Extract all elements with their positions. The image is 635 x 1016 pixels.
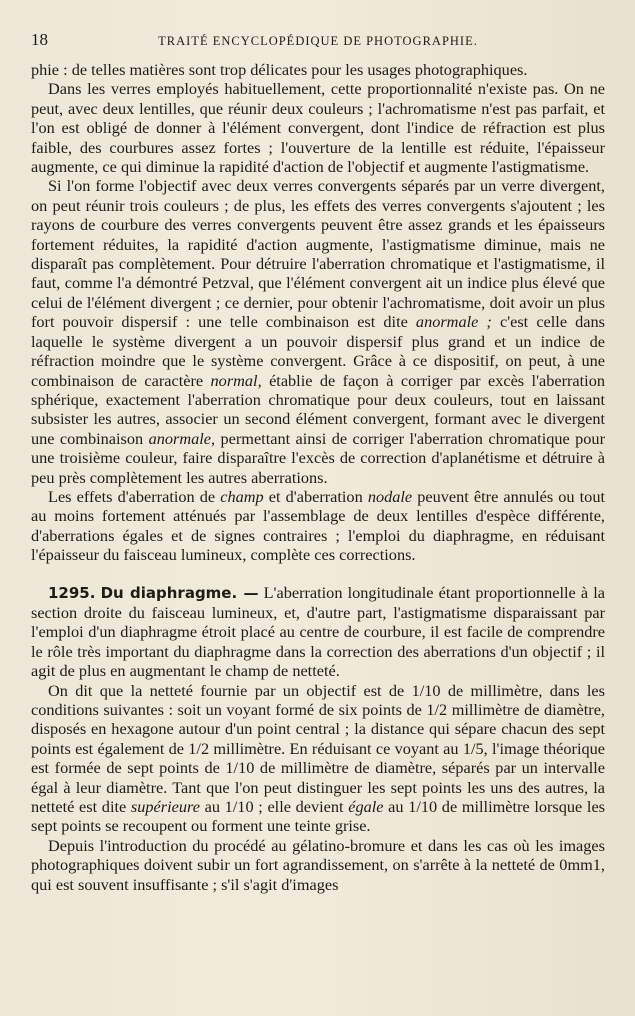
section-number: 1295. — [48, 583, 96, 602]
paragraph-field-aberration: Les effets d'aberration de champ et d'aberration nodale peuvent être annulés ou tout au moins fortement atténués par l'assemblage de deux lentilles d'espèce différente, d'aberrations égales et de signes contraires ; l'emploi du diaphragme, en réduisant l'épaisseur du faisceau lumineux, complète ces corrections. — [31, 486, 605, 565]
italic-term: supérieure — [130, 797, 200, 817]
italic-term: champ — [220, 486, 264, 506]
section-diaphragm: 1295. Du diaphragme. — L'aberration longitudinale étant proportionnelle à la section droite du faisceau lumineux, et, d'autre part, l'astigmatisme disparaissant par l'emploi d'un diaphragme étroit placé au centre de courbure, il est facile de comprendre le rôle très important du diaphragme dans la correction des aberrations d'un objectif ; il agit de plus en augmentant le champ de netteté. — [31, 582, 606, 681]
paragraph-three-lenses: Si l'on forme l'objectif avec deux verres convergents séparés par un verre divergent, on peut réunir trois couleurs ; de plus, les effets des verres convergents s'ajoutent ; les rayons de courbure des verres convergents peuvent être assez grands et les épaisseurs fortement réduites, la rapidité d'action augmente, l'astigmatisme diminue, mais ne disparaît pas complètement. Pour détruire l'aberration chromatique et l'astigmatisme, il faut, comme l'a démontré Petzval, que l'élément convergent ait un indice plus élevé que celui de l'élément divergent ; ce dernier, pour obtenir l'achromatisme, doit avoir un plus fort pouvoir dispersif : une telle combinaison est dite anormale ; c'est celle dans laquelle le système divergent a un pouvoir dispersif plus grand et un indice de réfraction moindre que le système convergent. Grâce à ce dispositif, on peut, à une combinaison de caractère normal, établie de façon à corriger par excès l'aberration sphérique, exactement l'aberration chromatique pour deux couleurs, tout en laissant subsister les autres, associer un second élément convergent, formant avec le divergent une combinaison anormale, permettant ainsi de corriger l'aberration chromatique pour une troisième couleur, faire disparaître l'excès de correction d'aplanétisme et détruire à peu près complètement les autres aberrations. — [31, 176, 605, 487]
italic-term: normal, — [210, 370, 262, 390]
section-title: Du diaphragme. — — [100, 583, 259, 602]
italic-term: égale — [348, 797, 384, 817]
italic-term: anormale ; — [415, 312, 492, 332]
body-text — [31, 60, 605, 894]
running-head — [31, 30, 605, 60]
page-number: 18 — [31, 30, 48, 49]
italic-term: anormale, — [148, 428, 216, 448]
paragraph-sharpness: On dit que la netteté fournie par un objectif est de 1/10 de millimètre, dans les conditions suivantes : soit un voyant formé de six points de 1/2 millimètre de diamètre, disposés en hexagone autour d'un point central ; la distance qui sépare chacun des sept points est également de 1/2 millimètre. En réduisant ce voyant au 1/5, l'image théorique est formée de sept points de 1/10 de millimètre de diamètre, séparés par un intervalle égal à leur diamètre. Tant que l'on peut distinguer les sept points les uns des autres, la netteté est dite supérieure au 1/10 ; elle devient égale au 1/10 de millimètre lorsque les sept points se recoupent ou forment une teinte grise. — [31, 680, 606, 836]
italic-term: nodale — [367, 486, 413, 506]
paragraph-continued: phie : de telles matières sont trop délicates pour les usages photographiques. — [31, 60, 528, 79]
running-title: TRAITÉ ENCYCLOPÉDIQUE DE PHOTOGRAPHIE. — [158, 34, 478, 48]
paragraph-achromatism: Dans les verres employés habituellement, cette proportionnalité n'existe pas. On ne peut, avec deux lentilles, que réunir deux couleurs ; l'achromatisme n'est pas parfait, et l'on est obligé de donner à l'élément convergent, dont l'indice de réfraction est plus faible, des courbures assez fortes ; l'ouverture de la lentille est réduite, l'épaisseur augmente, ce qui diminue la rapidité d'action de l'objectif et augmente l'astigmatisme. — [31, 79, 605, 177]
paragraph-gelatin-bromide: Depuis l'introduction du procédé au gélatino-bromure et dans les cas où les images photographiques doivent subir un fort agrandissement, on s'arrête à la netteté de 0mm1, qui est souvent insuffisante ; s'il s'agit d'images — [31, 835, 605, 894]
